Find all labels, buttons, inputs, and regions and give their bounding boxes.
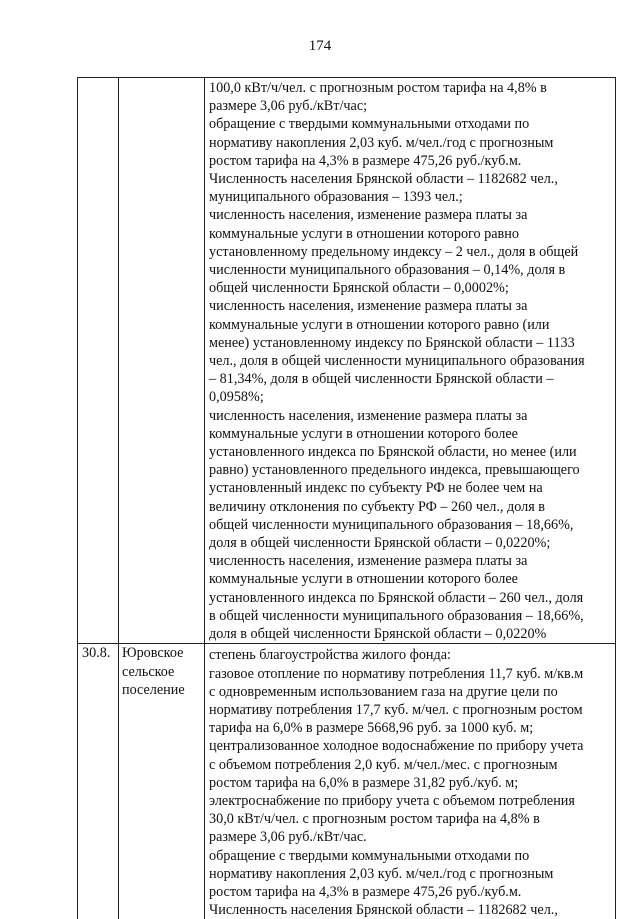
municipality-name-line: Юровское: [122, 645, 184, 662]
text-line: установленному предельному индексу – 2 чел., доля в общей: [209, 243, 579, 260]
text-line: ростом тарифа на 4,3% в размере 475,26 руб./куб.м.: [209, 152, 522, 169]
text-line: – 81,34%, доля в общей численности Брянской области –: [209, 371, 554, 388]
text-line: 0,0958%;: [209, 389, 264, 406]
description-cell: [205, 644, 616, 919]
row-number: [78, 78, 118, 79]
row-number: 30.8.: [82, 645, 111, 662]
text-line: централизованное холодное водоснабжение по прибору учета: [209, 738, 584, 755]
text-line: чел., доля в общей численности муниципального образования: [209, 353, 585, 370]
text-line: 30,0 кВт/ч/чел. с прогнозным ростом тарифа на 4,8% в: [209, 811, 540, 828]
text-line: с объемом потребления 2,0 куб. м/чел./мес. с прогнозным: [209, 756, 558, 773]
text-line: численности муниципального образования – 0,14%, доля в: [209, 262, 566, 279]
text-line: 100,0 кВт/ч/чел. с прогнозным ростом тарифа на 4,8% в: [209, 80, 547, 96]
text-line: менее) установленному индексу по Брянской области – 1133: [209, 334, 575, 351]
text-line: равно) установленного предельного индекса, превышающего: [209, 462, 580, 479]
text-line: размере 3,06 руб./кВт/час;: [209, 98, 368, 115]
text-line: муниципального образования – 1393 чел.;: [209, 189, 463, 206]
text-line: нормативу накопления 2,03 куб. м/чел./год с прогнозным: [209, 134, 554, 151]
text-line: нормативу потребления 17,7 куб. м/чел. с прогнозным ростом: [209, 701, 583, 718]
text-line: общей численности муниципального образования – 18,66%,: [209, 516, 574, 533]
document-table: [77, 77, 616, 919]
text-line: численность населения, изменение размера платы за: [209, 407, 528, 424]
row-number-cell: [78, 644, 119, 919]
page-number: 174: [308, 38, 332, 54]
text-line: тарифа на 6,0% в размере 5668,96 руб. за 1000 куб. м;: [209, 720, 534, 737]
text-line: обращение с твердыми коммунальными отходами по: [209, 847, 530, 864]
description-cell: [205, 78, 616, 644]
municipality-cell: [119, 78, 205, 644]
text-line: доля в общей численности Брянской области – 0,0220%: [209, 626, 547, 643]
text-line: численность населения, изменение размера платы за: [209, 298, 528, 315]
row-number-cell: [78, 78, 119, 644]
text-line: общей численности Брянской области – 0,0002%;: [209, 280, 509, 297]
text-line: размере 3,06 руб./кВт/час.: [209, 829, 367, 846]
text-line: обращение с твердыми коммунальными отходами по: [209, 116, 530, 133]
text-line: коммунальные услуги в отношении которого более: [209, 425, 518, 442]
text-line: газовое отопление по нормативу потребления 11,7 куб. м/кв.м: [209, 665, 584, 682]
text-line: доля в общей численности Брянской области – 0,0220%;: [209, 535, 551, 552]
text-line: установленного индекса по Брянской области, но менее (или: [209, 444, 577, 461]
text-line: Численность населения Брянской области – 1182682 чел.,: [209, 171, 558, 188]
text-line: в общей численности муниципального образования – 18,66%,: [209, 607, 584, 624]
municipality-name-line: поселение: [122, 682, 185, 699]
text-line: величину отклонения по субъекту РФ – 260 чел., доля в: [209, 498, 545, 515]
text-line: коммунальные услуги в отношении которого равно: [209, 225, 519, 242]
municipality-name-line: сельское: [122, 663, 175, 680]
text-line: степень благоустройства жилого фонда:: [209, 647, 451, 664]
text-line: с одновременным использованием газа на другие цели по: [209, 683, 558, 700]
municipality-cell: [119, 644, 205, 919]
text-line: численность населения, изменение размера платы за: [209, 207, 528, 224]
text-line: Численность населения Брянской области – 1182682 чел.,: [209, 902, 558, 919]
text-line: коммунальные услуги в отношении которого более: [209, 571, 518, 588]
text-line: коммунальные услуги в отношении которого равно (или: [209, 316, 550, 333]
text-line: ростом тарифа на 4,3% в размере 475,26 руб./куб.м.: [209, 883, 522, 900]
text-line: установленный индекс по субъекту РФ не более чем на: [209, 480, 543, 497]
text-line: установленного индекса по Брянской области – 260 чел., доля: [209, 589, 584, 606]
table-row: [78, 78, 616, 644]
text-line: ростом тарифа на 6,0% в размере 31,82 руб./куб. м;: [209, 774, 519, 791]
text-line: численность населения, изменение размера платы за: [209, 553, 528, 570]
table-row: [78, 644, 616, 919]
text-line: нормативу накопления 2,03 куб. м/чел./год с прогнозным: [209, 865, 554, 882]
text-line: электроснабжение по прибору учета с объемом потребления: [209, 792, 575, 809]
